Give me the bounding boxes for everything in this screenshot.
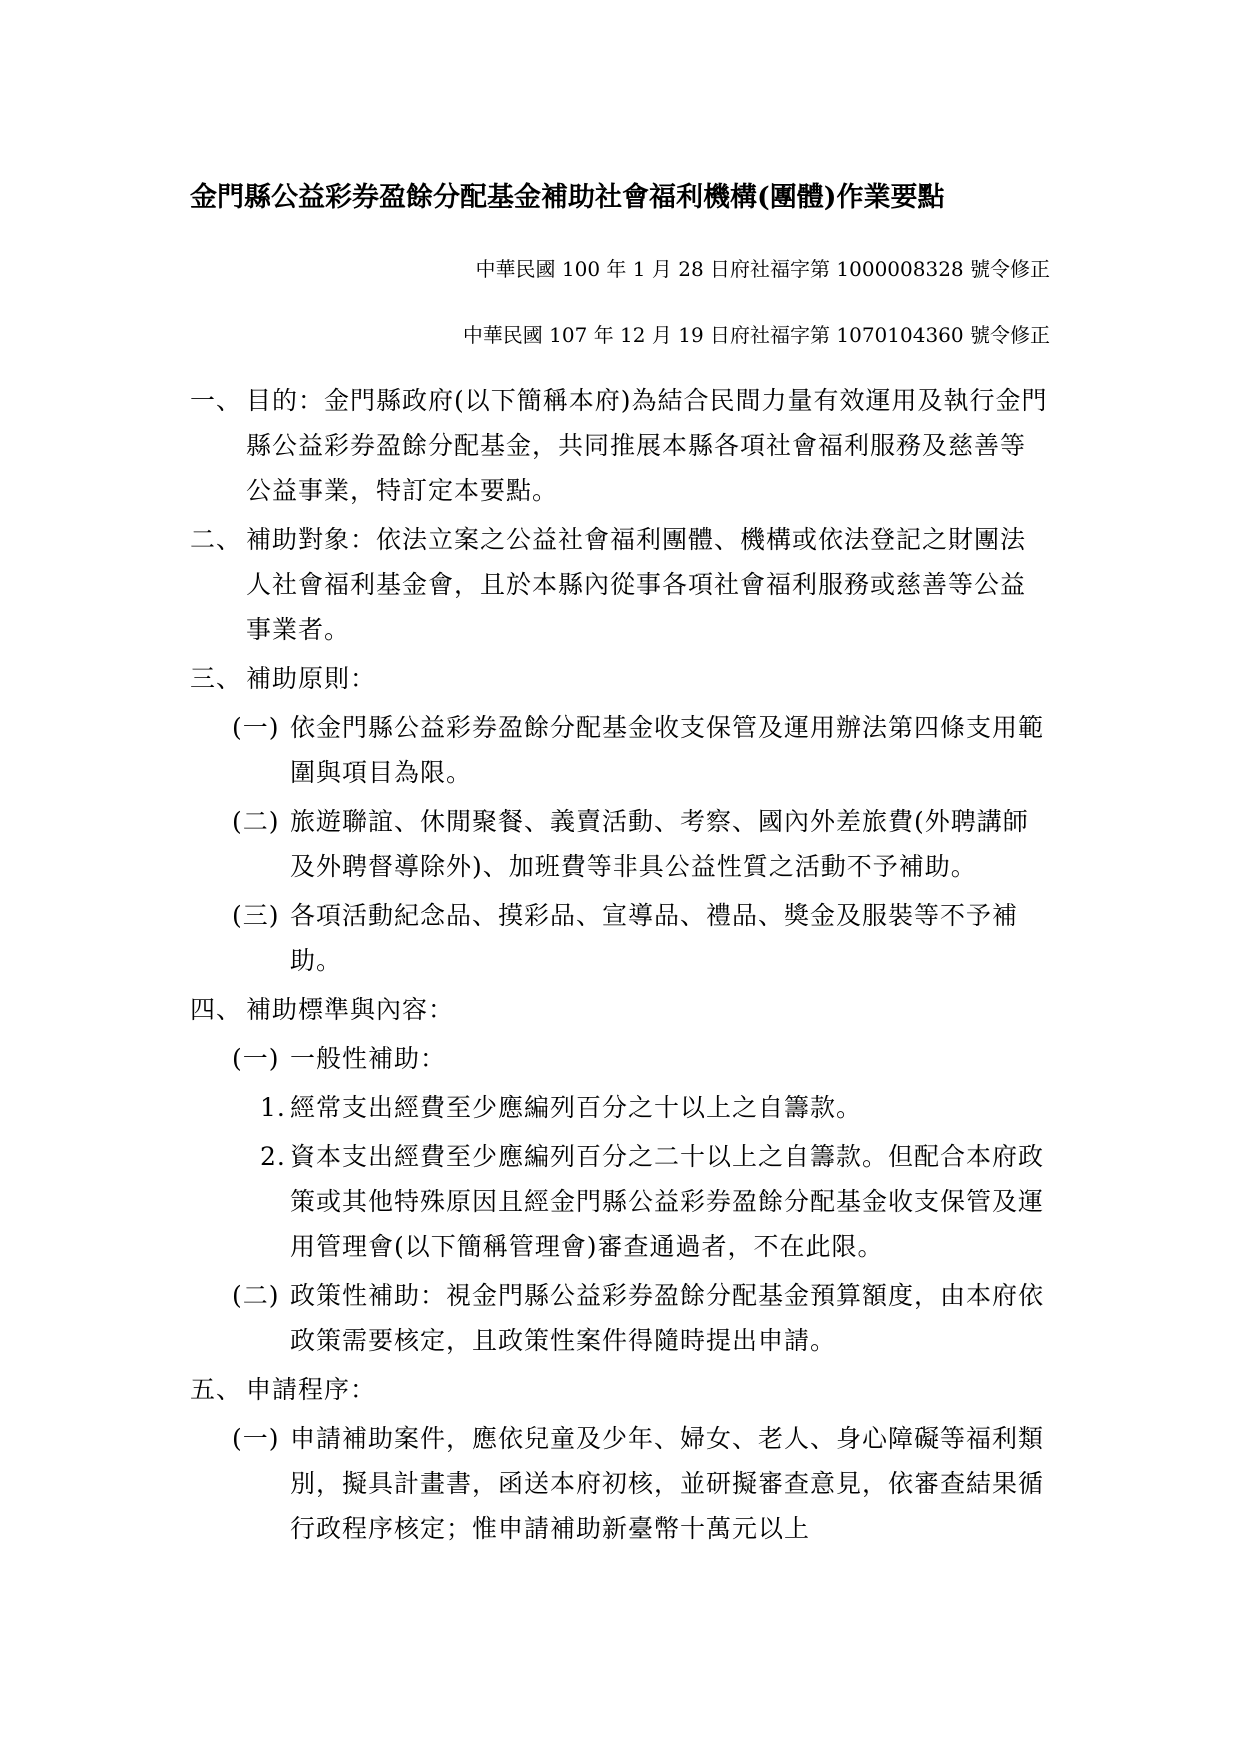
subsection-4-1: [232, 1036, 1050, 1081]
section-text: 補助標準與內容：: [246, 995, 455, 1024]
subsection-label: (一): [232, 1044, 280, 1073]
document-title: 金門縣公益彩券盈餘分配基金補助社會福利機構(團體)作業要點: [190, 182, 945, 213]
section-label: 一、: [190, 386, 243, 415]
subsection-label: (二): [232, 1281, 280, 1310]
item-label: 2.: [260, 1142, 286, 1171]
revision-note: 中華民國 107 年 12 月 19 日府社福字第 1070104360 號令修正: [462, 323, 1050, 347]
item-text: 資本支出經費至少應編列百分之二十以上之自籌款。但配合本府政策或其他特殊原因且經金門縣公益彩券盈餘分配基金收支保管及運用管理會(以下簡稱管理會)審查通過者，不在此限。: [290, 1142, 1045, 1261]
subsection-text: 一般性補助：: [290, 1044, 447, 1073]
subsection-text: 旅遊聯誼、休閒聚餐、義賣活動、考察、國內外差旅費(外聘講師及外聘督導除外)、加班費等非具公益性質之活動不予補助。: [290, 807, 1029, 881]
section-text: 補助對象：依法立案之公益社會福利團體、機構或依法登記之財團法人社會福利基金會，且於本縣內從事各項社會福利服務或慈善等公益事業者。: [246, 525, 1027, 644]
subsection-text: 各項活動紀念品、摸彩品、宣導品、禮品、獎金及服裝等不予補助。: [290, 901, 1019, 975]
item-text: 經常支出經費至少應編列百分之十以上之自籌款。: [290, 1093, 863, 1122]
section-label: 二、: [190, 525, 243, 554]
subsection-text: 申請補助案件，應依兒童及少年、婦女、老人、身心障礙等福利類別，擬具計畫書，函送本府初核，並研擬審查意見，依審查結果循行政程序核定；惟申請補助新臺幣十萬元以上: [290, 1424, 1045, 1543]
item-label: 1.: [260, 1093, 286, 1122]
subsection-4-2: [232, 1273, 1050, 1363]
subsection-label: (二): [232, 807, 280, 836]
section-label: 五、: [190, 1375, 243, 1404]
section-4: [190, 987, 1050, 1032]
document-body: [190, 378, 1050, 1555]
section-label: 四、: [190, 995, 243, 1024]
item-4-1-1: [260, 1085, 1050, 1130]
subsection-label: (一): [232, 1424, 280, 1453]
subsection-3-1: [232, 705, 1050, 795]
subsection-label: (一): [232, 713, 280, 742]
section-text: 目的：金門縣政府(以下簡稱本府)為結合民間力量有效運用及執行金門縣公益彩券盈餘分配基金，共同推展本縣各項社會福利服務及慈善等公益事業，特訂定本要點。: [246, 386, 1048, 505]
section-2: [190, 517, 1050, 652]
section-5: [190, 1367, 1050, 1412]
revision-note: 中華民國 100 年 1 月 28 日府社福字第 1000008328 號令修正: [475, 257, 1050, 281]
subsection-text: 依金門縣公益彩券盈餘分配基金收支保管及運用辦法第四條支用範圍與項目為限。: [290, 713, 1045, 787]
section-label: 三、: [190, 664, 243, 693]
item-4-1-2: [260, 1134, 1050, 1269]
section-1: [190, 378, 1050, 513]
section-text: 補助原則：: [246, 664, 377, 693]
subsection-3-2: [232, 799, 1050, 889]
section-3: [190, 656, 1050, 701]
subsection-text: 政策性補助：視金門縣公益彩券盈餘分配基金預算額度，由本府依政策需要核定，且政策性案件得隨時提出申請。: [290, 1281, 1045, 1355]
subsection-label: (三): [232, 901, 280, 930]
section-text: 申請程序：: [246, 1375, 377, 1404]
subsection-5-1: [232, 1416, 1050, 1551]
subsection-3-3: [232, 893, 1050, 983]
